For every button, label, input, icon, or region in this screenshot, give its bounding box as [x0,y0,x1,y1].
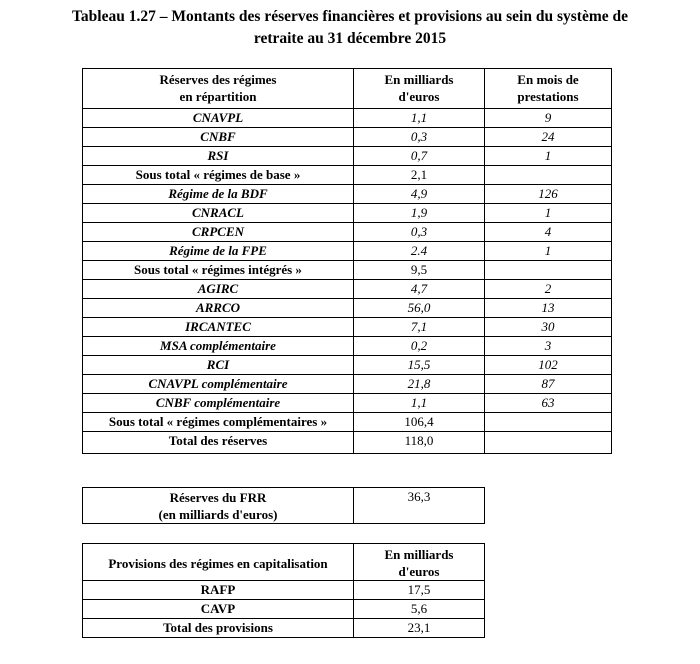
table-row [83,356,612,375]
row-milliards: 4,9 [354,185,485,204]
row-milliards: 0,2 [354,337,485,356]
row-label: Total des réserves [83,432,354,454]
row-mois [485,413,612,432]
provision-value: 5,6 [354,600,485,619]
reserves-body [83,109,612,454]
header-reserves-regimes: Réserves des régimes en répartition [83,69,354,109]
row-label: CNAVPL complémentaire [83,375,354,394]
row-mois: 63 [485,394,612,413]
row-mois: 1 [485,242,612,261]
row-label: CNAVPL [83,109,354,128]
table-row [83,242,612,261]
row-mois: 1 [485,204,612,223]
table-row [83,223,612,242]
row-label: RCI [83,356,354,375]
row-mois: 4 [485,223,612,242]
header-provisions-milliards: En milliards d'euros [354,544,485,581]
row-mois: 24 [485,128,612,147]
row-label: AGIRC [83,280,354,299]
row-label: ARRCO [83,299,354,318]
row-milliards: 106,4 [354,413,485,432]
table-title [0,6,700,50]
frr-table [82,487,485,524]
row-label: Sous total « régimes de base » [83,166,354,185]
table-row [83,432,612,454]
row-milliards: 0,3 [354,128,485,147]
row-milliards: 15,5 [354,356,485,375]
table-row [83,109,612,128]
row-milliards: 0,7 [354,147,485,166]
row-label: Sous total « régimes intégrés » [83,261,354,280]
frr-value: 36,3 [354,488,485,524]
reserves-header-row [83,69,612,109]
row-milliards: 2.4 [354,242,485,261]
row-mois: 87 [485,375,612,394]
row-label: CRPCEN [83,223,354,242]
row-milliards: 1,1 [354,394,485,413]
row-label: Régime de la BDF [83,185,354,204]
table-row [83,337,612,356]
row-label: CNBF [83,128,354,147]
row-milliards: 0,3 [354,223,485,242]
row-label: IRCANTEC [83,318,354,337]
row-milliards: 118,0 [354,432,485,454]
table-row [83,394,612,413]
provisions-body [83,581,485,638]
table-row [83,128,612,147]
title-line-2: retraite au 31 décembre 2015 [253,30,447,47]
row-label: Régime de la FPE [83,242,354,261]
header-milliards: En milliards d'euros [354,69,485,109]
row-milliards: 7,1 [354,318,485,337]
row-mois: 2 [485,280,612,299]
row-mois: 3 [485,337,612,356]
row-milliards: 2,1 [354,166,485,185]
provision-value: 23,1 [354,619,485,638]
row-mois [485,166,612,185]
table-row [83,318,612,337]
table-row [83,280,612,299]
provision-label: RAFP [83,581,354,600]
reserves-table [82,68,612,454]
provision-label: CAVP [83,600,354,619]
row-mois [485,432,612,454]
table-row [83,413,612,432]
row-milliards: 1,9 [354,204,485,223]
row-milliards: 56,0 [354,299,485,318]
row-milliards: 9,5 [354,261,485,280]
table-row [83,375,612,394]
row-label: MSA complémentaire [83,337,354,356]
row-mois [485,261,612,280]
row-mois: 126 [485,185,612,204]
row-milliards: 1,1 [354,109,485,128]
table-row [83,299,612,318]
provision-value: 17,5 [354,581,485,600]
row-mois: 30 [485,318,612,337]
table-row [83,261,612,280]
table-row [83,600,485,619]
row-milliards: 21,8 [354,375,485,394]
provisions-header-row [83,544,485,581]
row-milliards: 4,7 [354,280,485,299]
table-row [83,204,612,223]
row-mois: 13 [485,299,612,318]
row-label: Sous total « régimes complémentaires » [83,413,354,432]
row-mois: 102 [485,356,612,375]
row-mois: 1 [485,147,612,166]
table-row [83,581,485,600]
header-provisions: Provisions des régimes en capitalisation [83,544,354,581]
table-row [83,147,612,166]
provision-label: Total des provisions [83,619,354,638]
frr-label: Réserves du FRR (en milliards d'euros) [83,488,354,524]
table-row [83,166,612,185]
provisions-table [82,543,485,638]
table-row [83,619,485,638]
table-row [83,185,612,204]
header-mois: En mois de prestations [485,69,612,109]
row-label: RSI [83,147,354,166]
title-line-1: Tableau 1.27 – Montants des réserves financières et provisions au sein du système de [71,8,628,25]
row-mois: 9 [485,109,612,128]
row-label: CNBF complémentaire [83,394,354,413]
frr-row [83,488,485,524]
row-label: CNRACL [83,204,354,223]
